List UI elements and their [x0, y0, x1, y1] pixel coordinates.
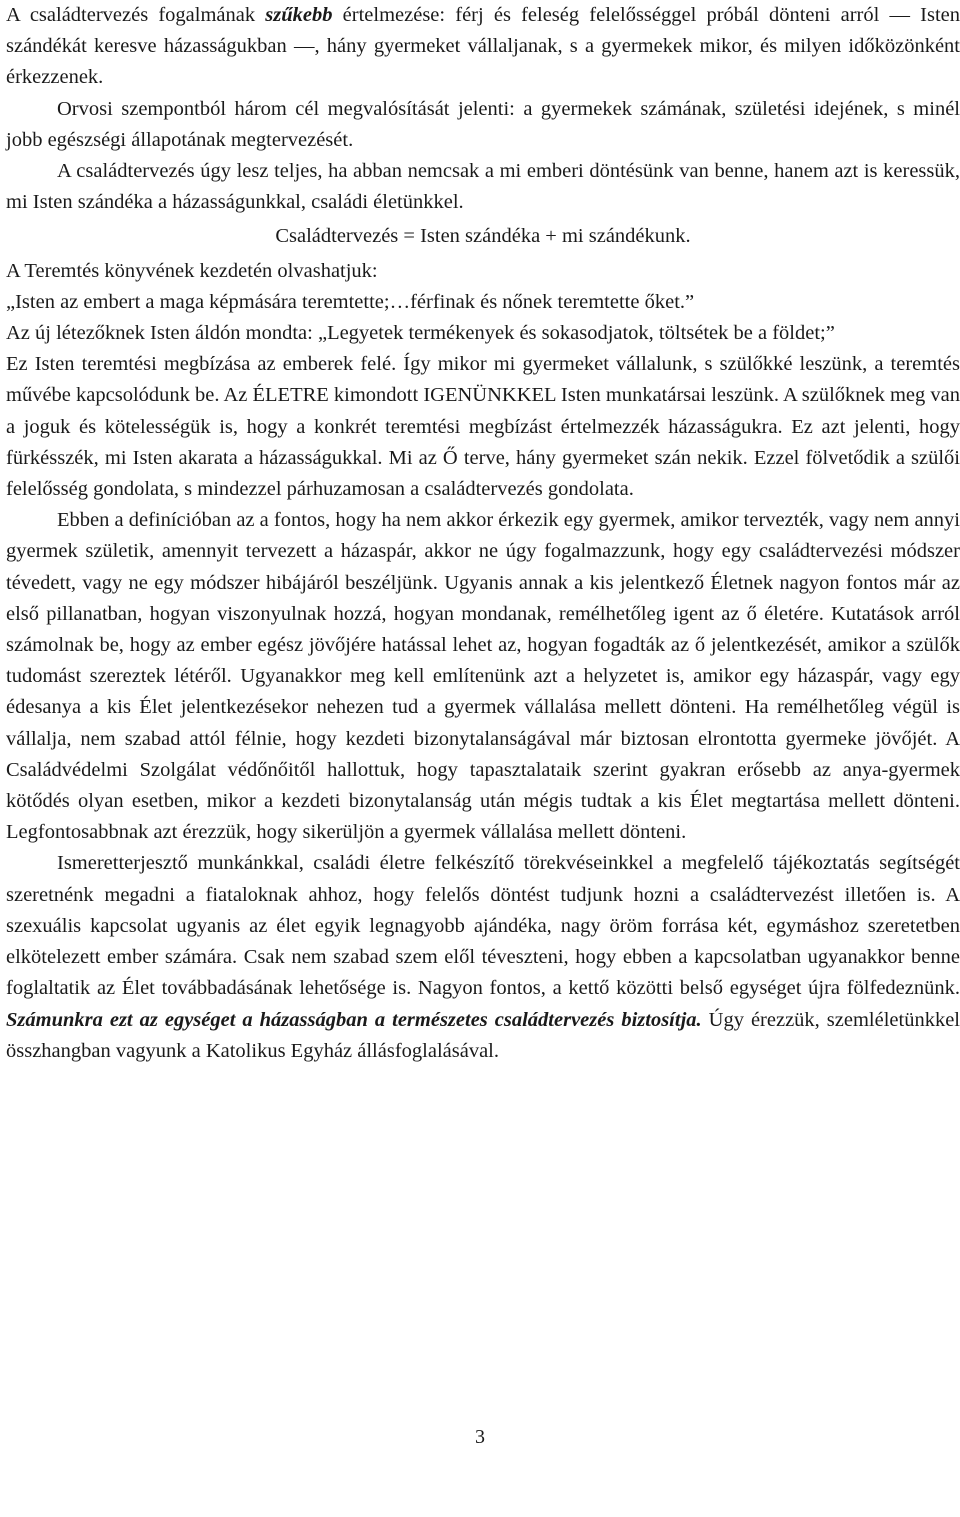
emphasis-text: szűkebb [265, 4, 333, 26]
paragraph-text: Ismeretterjesztő munkánkkal, családi életre felkészítő törekvéseinkkel a megfelelő tájékoztatás segítségét szeretnénk megadni a fiataloknak ahhoz, hogy felelős döntést tudjunk hozni a családtervezést illetően is. A szexuális kapcsolat ugyanis az élet egyik legnagyobb ajándéka, nagy öröm forrása két, egymáshoz szeretetben elkötelezett ember számára. Csak nem szabad szem elől téveszteni, hogy ebben a kapcsolatban ugyanakkor benne foglaltatik az Élet továbbadásának lehetősége is. Nagyon fontos, a kettő közötti belső egységet újra fölfedeznünk. [6, 852, 960, 1000]
paragraph-medical: Orvosi szempontból három cél megvalósítását jelenti: a gyermekek számának, születési idejének, s minél jobb egészségi állapotának megtervezését. [6, 97, 960, 151]
paragraph-education [6, 848, 960, 1066]
paragraph-definition [6, 0, 960, 94]
paragraph-text: A családtervezés fogalmának [6, 4, 266, 26]
page-number: 3 [475, 1426, 485, 1448]
paragraph-mandate: Ez Isten teremtési megbízása az emberek felé. Így mikor mi gyermeket vállalunk, s szülőkké leszünk, a teremtés művébe kapcsolódunk be. Az ÉLETRE kimondott IGENÜNKKEL Isten munkatársai leszünk. A szülőknek meg van a joguk és kötelességük is, hogy a konkrét teremtési megbízást értelmezzék házasságukra. Ez azt jelenti, hogy fürkésszék, mi Isten akarata a házasságukkal. Mi az Ő terve, hány gyermeket szán nekik. Ezzel fölvetődik a szülői felelősség gondolata, s mindezzel párhuzamosan a családtervezés gondolata. [6, 353, 960, 501]
document-page [6, 0, 960, 1067]
emphasis-text: Számunkra ezt az egységet a házasságban a természetes családtervezés biztosítja. [6, 1008, 702, 1031]
paragraph-text: Úgy érezzük, szemléletünkkel összhangban vagyunk a Katolikus Egyház állásfoglalásával. [6, 1008, 960, 1062]
paragraph-definition-importance: Ebben a definícióban az a fontos, hogy ha nem akkor érkezik egy gyermek, amikor tervezték, vagy nem annyi gyermek születik, amennyit tervezett a házaspár, akkor ne úgy fogalmazzunk, hogy egy családtervezési módszer tévedett, vagy ne egy módszer hibájáról beszéljünk. Ugyanis annak a kis jelentkező Életnek nagyon fontos már az első pillanatban, hogyan viszonyulnak hozzá, hogyan mondanak, remélhetőleg igent az ő életére. Kutatások arról számolnak be, hogy az ember egész jövőjére hatással lehet az, hogyan fogadták az ő jelentkezését, amikor a szülők tudomást szereztek létéről. Ugyanakkor meg kell említenünk azt a helyzetet is, amikor egy házaspár, vagy egy édesanya a kis Élet jelentkezésekor nehezen tud a gyermek vállalása mellett dönteni. Ha remélhetőleg végül is vállalja, nem szabad attól félnie, hogy kezdeti bizonytalanságával már biztosan elrontotta gyermeke jövőjét. A Családvédelmi Szolgálat védőnőitől hallottuk, hogy tapasztalataik szerint gyakran erősebb az anya-gyermek kötődés olyan esetben, mikor a kezdeti bizonytalanság után mégis tudtak a kis Élet megtartása mellett dönteni. Legfontosabbnak azt érezzük, hogy sikerüljön a gyermek vállalása mellett dönteni. [6, 509, 960, 844]
quote-genesis-blessing: Az új létezőknek Isten áldón mondta: „Legyetek termékenyek és sokasodjatok, töltsétek be a földet;” [6, 322, 835, 345]
formula-line: Családtervezés = Isten szándéka + mi szándékunk. [275, 225, 691, 248]
paragraph-genesis-intro: A Teremtés könyvének kezdetén olvashatjuk: [6, 259, 378, 282]
quote-genesis-creation: „Isten az embert a maga képmására teremtette;…férfinak és nőnek teremtette őket.” [6, 290, 695, 313]
paragraph-complete: A családtervezés úgy lesz teljes, ha abban nemcsak a mi emberi döntésünk van benne, hanem azt is keressük, mi Isten szándéka a házasságunkkal, családi életünkkel. [6, 160, 960, 214]
paragraph-text: értelmezése: férj és feleség felelősséggel próbál dönteni arról ― Isten szándékát keresve házasságukban ―, hány gyermeket vállaljanak, s a gyermekek mikor, és milyen időközönként érkezzenek. [6, 4, 960, 89]
